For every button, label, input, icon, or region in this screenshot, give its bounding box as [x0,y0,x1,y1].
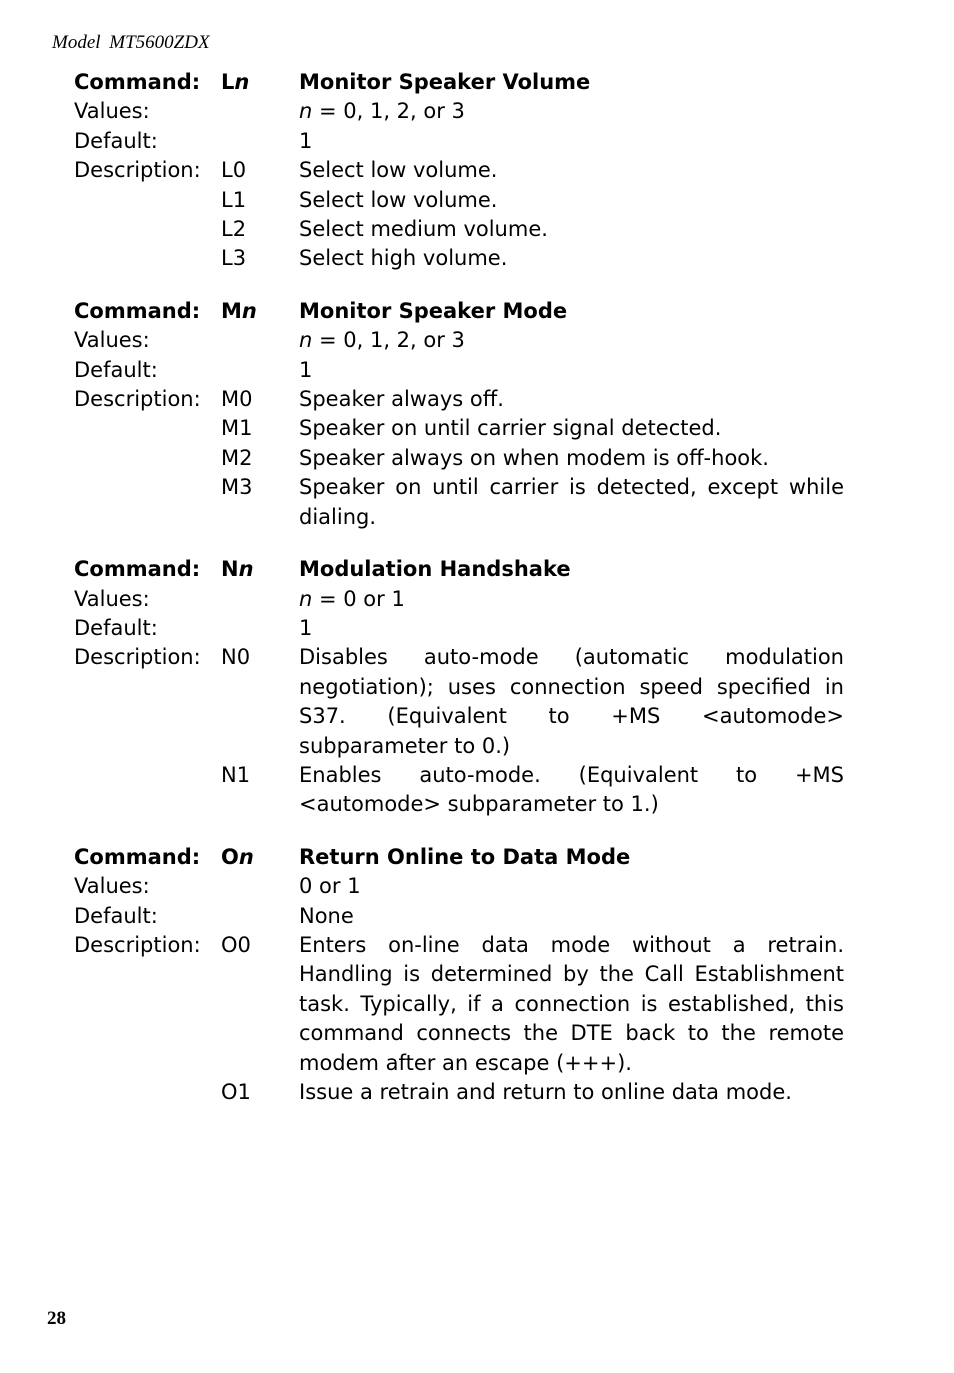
option-text: Select high volume. [299,246,508,271]
description-row [74,1078,844,1107]
command-title: Monitor Speaker Volume [299,70,591,94]
command-label: Command: [74,844,201,869]
command-title: Monitor Speaker Mode [299,298,568,323]
default-label: Default: [74,903,158,928]
option-code: M0 [221,387,253,412]
command-label: Command: [74,557,201,582]
option-text: Issue a retrain and return to online data mode. [299,1080,792,1104]
default-row [74,356,844,385]
values-row [74,872,844,901]
values-label: Values: [74,586,150,611]
option-text: Enables auto-mode. (Equivalent to +MS <automode> subparameter to 1.) [299,762,844,817]
command-row [74,843,844,872]
values-text: n = 0, 1, 2, or 3 [299,328,465,353]
command-section-nn [74,555,844,820]
command-label: Command: [74,298,201,323]
default-label: Default: [74,357,158,382]
command-section-mn [74,297,844,532]
command-row [74,555,844,584]
option-text: Select low volume. [299,187,498,212]
values-row [74,326,844,355]
description-label: Description: [74,387,201,412]
values-label: Values: [74,99,150,124]
description-label: Description: [74,932,201,957]
command-title: Modulation Handshake [299,557,571,582]
option-code: L0 [221,158,247,183]
option-code: M2 [221,445,253,470]
description-row [74,244,844,273]
description-row [74,473,844,532]
description-row [74,186,844,215]
command-row [74,68,844,97]
option-text: Speaker always on when modem is off-hook. [299,445,769,470]
values-label: Values: [74,874,150,899]
option-text: Enters on-line data mode without a retrain. Handling is determined by the Call Establishment task. Typically, if a connection is established, this command connects the DTE back to the remote modem after an escape (+++). [299,932,844,1075]
values-row [74,97,844,126]
option-code: M1 [221,416,253,441]
values-label: Values: [74,328,150,353]
description-label: Description: [74,645,201,670]
option-code: N0 [221,645,251,670]
option-text: Select medium volume. [299,217,548,242]
option-code: N1 [221,762,251,787]
option-code: L3 [221,246,247,271]
values-text: 0 or 1 [299,874,361,899]
option-text: Speaker always off. [299,387,504,412]
command-label: Command: [74,70,201,94]
command-code: Nn [221,557,254,582]
description-row [74,385,844,414]
default-value: 1 [299,615,313,640]
description-row [74,414,844,443]
default-value: 1 [299,357,313,382]
command-section-ln [74,68,844,274]
default-value: 1 [299,128,313,153]
default-row [74,902,844,931]
option-code: O1 [221,1080,251,1104]
option-text: Speaker on until carrier is detected, except while dialing. [299,475,844,529]
option-text: Select low volume. [299,158,498,183]
option-code: L1 [221,187,247,212]
command-section-on [74,843,844,1108]
default-row [74,127,844,156]
default-row [74,614,844,643]
description-row [74,761,844,820]
option-text: Speaker on until carrier signal detected. [299,416,722,441]
description-row [74,931,844,1078]
page-number: 28 [47,1308,66,1329]
values-text: n = 0, 1, 2, or 3 [299,99,465,124]
option-text: Disables auto-mode (automatic modulation negotiation); uses connection speed specified in S37. (Equivalent to +MS <automode> subparameter to 0.) [299,645,844,758]
description-row [74,156,844,185]
command-code: On [221,844,254,869]
command-code: Ln [221,70,250,94]
option-code: O0 [221,932,251,957]
default-label: Default: [74,128,158,153]
description-label: Description: [74,158,201,183]
command-code: Mn [221,298,257,323]
command-title: Return Online to Data Mode [299,844,631,869]
description-row [74,643,844,761]
values-row [74,585,844,614]
command-row [74,297,844,326]
default-value: None [299,903,354,928]
default-label: Default: [74,615,158,640]
command-reference [74,68,844,1130]
description-row [74,444,844,473]
page-header-model: Model MT5600ZDX [52,32,210,53]
option-code: M3 [221,475,253,500]
description-row [74,215,844,244]
values-text: n = 0 or 1 [299,586,405,611]
option-code: L2 [221,217,247,242]
